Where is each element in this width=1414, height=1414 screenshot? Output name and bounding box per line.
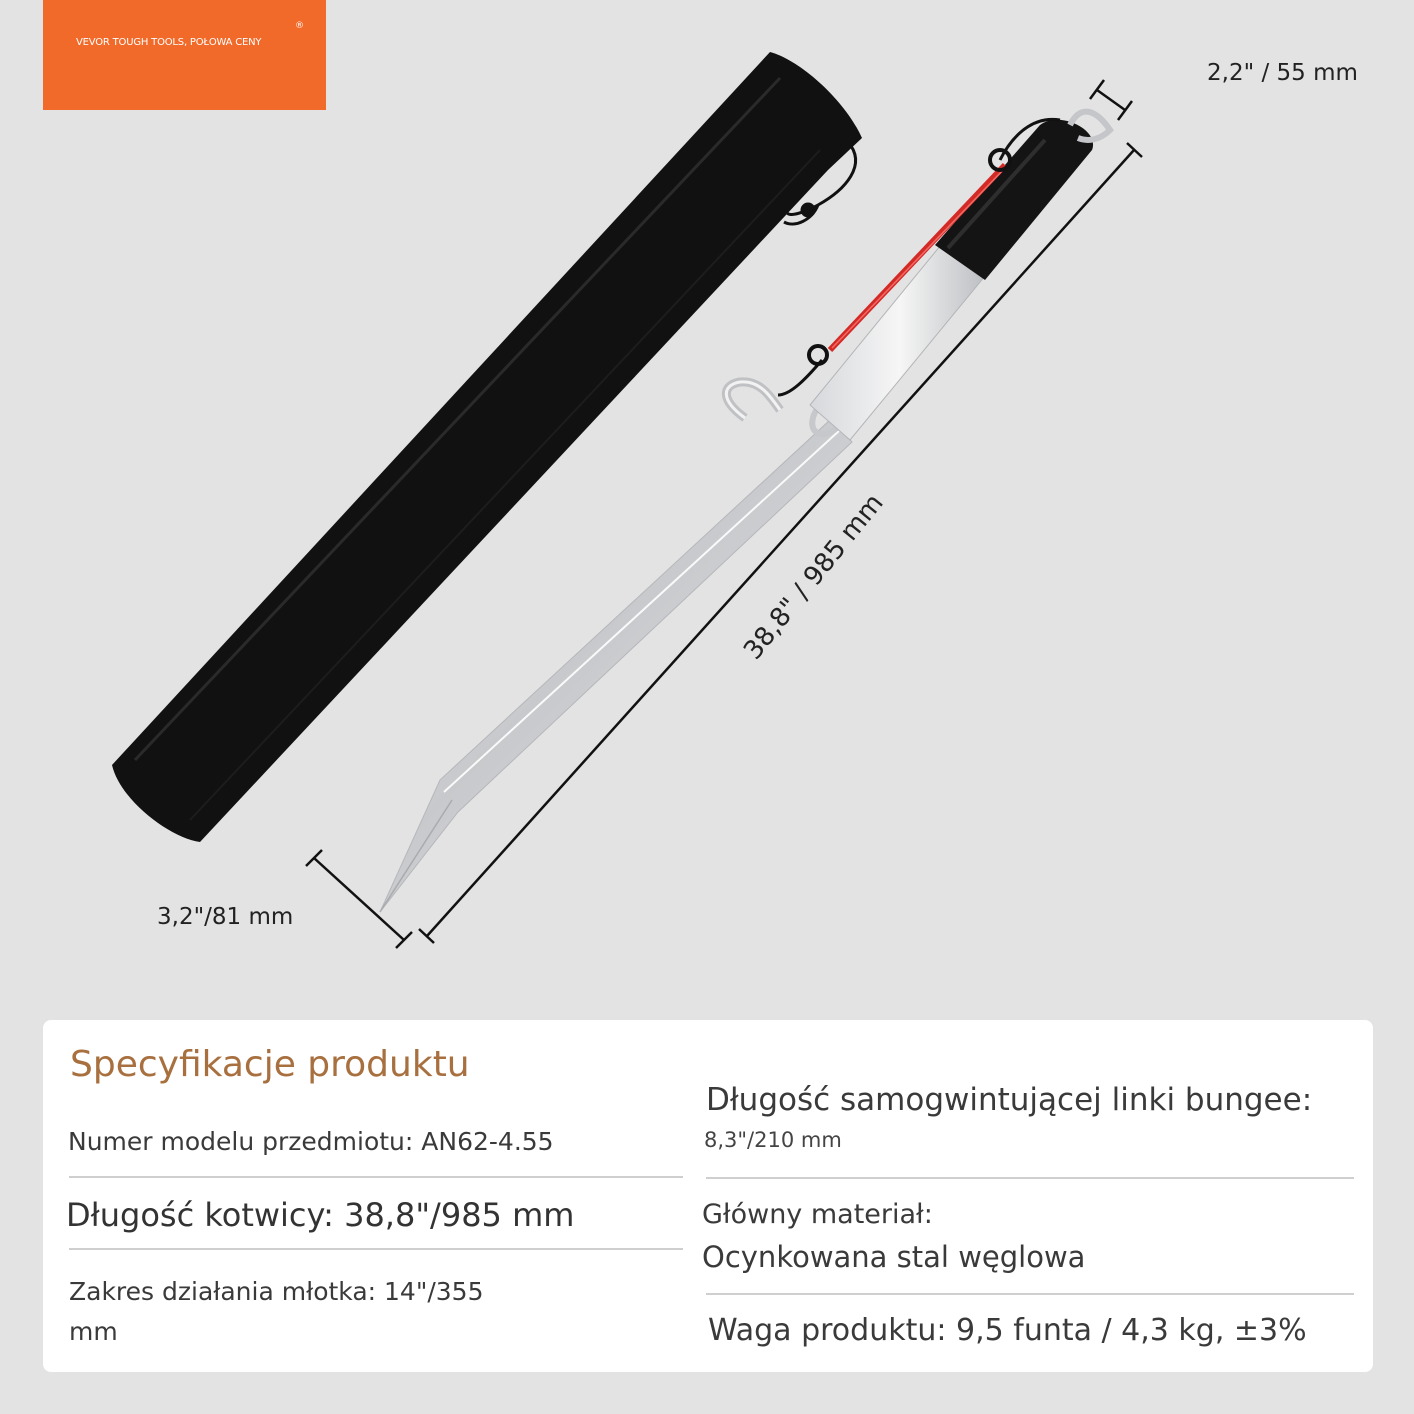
spec-material-label: Główny materiał: — [702, 1199, 933, 1230]
spec-anchor-length: Długość kotwicy: 38,8"/985 mm — [66, 1196, 575, 1234]
carry-bag — [112, 52, 862, 842]
length-label: 38,8" / 985 mm — [738, 488, 890, 666]
spec-bungee-label: Długość samogwintującej linki bungee: — [706, 1082, 1313, 1118]
banner-text: VEVOR TOUGH TOOLS, POŁOWA CENY — [76, 37, 262, 48]
spec-hammer-range: Zakres działania młotka: 14"/355 mm — [69, 1277, 484, 1346]
registered-mark: ® — [295, 21, 304, 31]
dimension-line-bottom — [306, 850, 412, 948]
divider — [706, 1177, 1354, 1179]
spec-bungee-value: 8,3"/210 mm — [704, 1128, 842, 1152]
spec-title: Specyfikacje produktu — [70, 1044, 470, 1085]
divider — [706, 1293, 1354, 1295]
bottom-width-label: 3,2"/81 mm — [157, 904, 294, 930]
dimension-line-length — [419, 143, 1142, 943]
spec-weight: Waga produktu: 9,5 funta / 4,3 kg, ±3% — [708, 1313, 1307, 1348]
divider — [69, 1248, 683, 1250]
top-width-label: 2,2" / 55 mm — [1207, 60, 1358, 86]
spec-model-number: Numer modelu przedmiotu: AN62-4.55 — [68, 1127, 554, 1156]
spec-material-value: Ocynkowana stal węglowa — [702, 1240, 1086, 1274]
spec-card — [43, 1020, 1373, 1372]
divider — [69, 1176, 683, 1178]
